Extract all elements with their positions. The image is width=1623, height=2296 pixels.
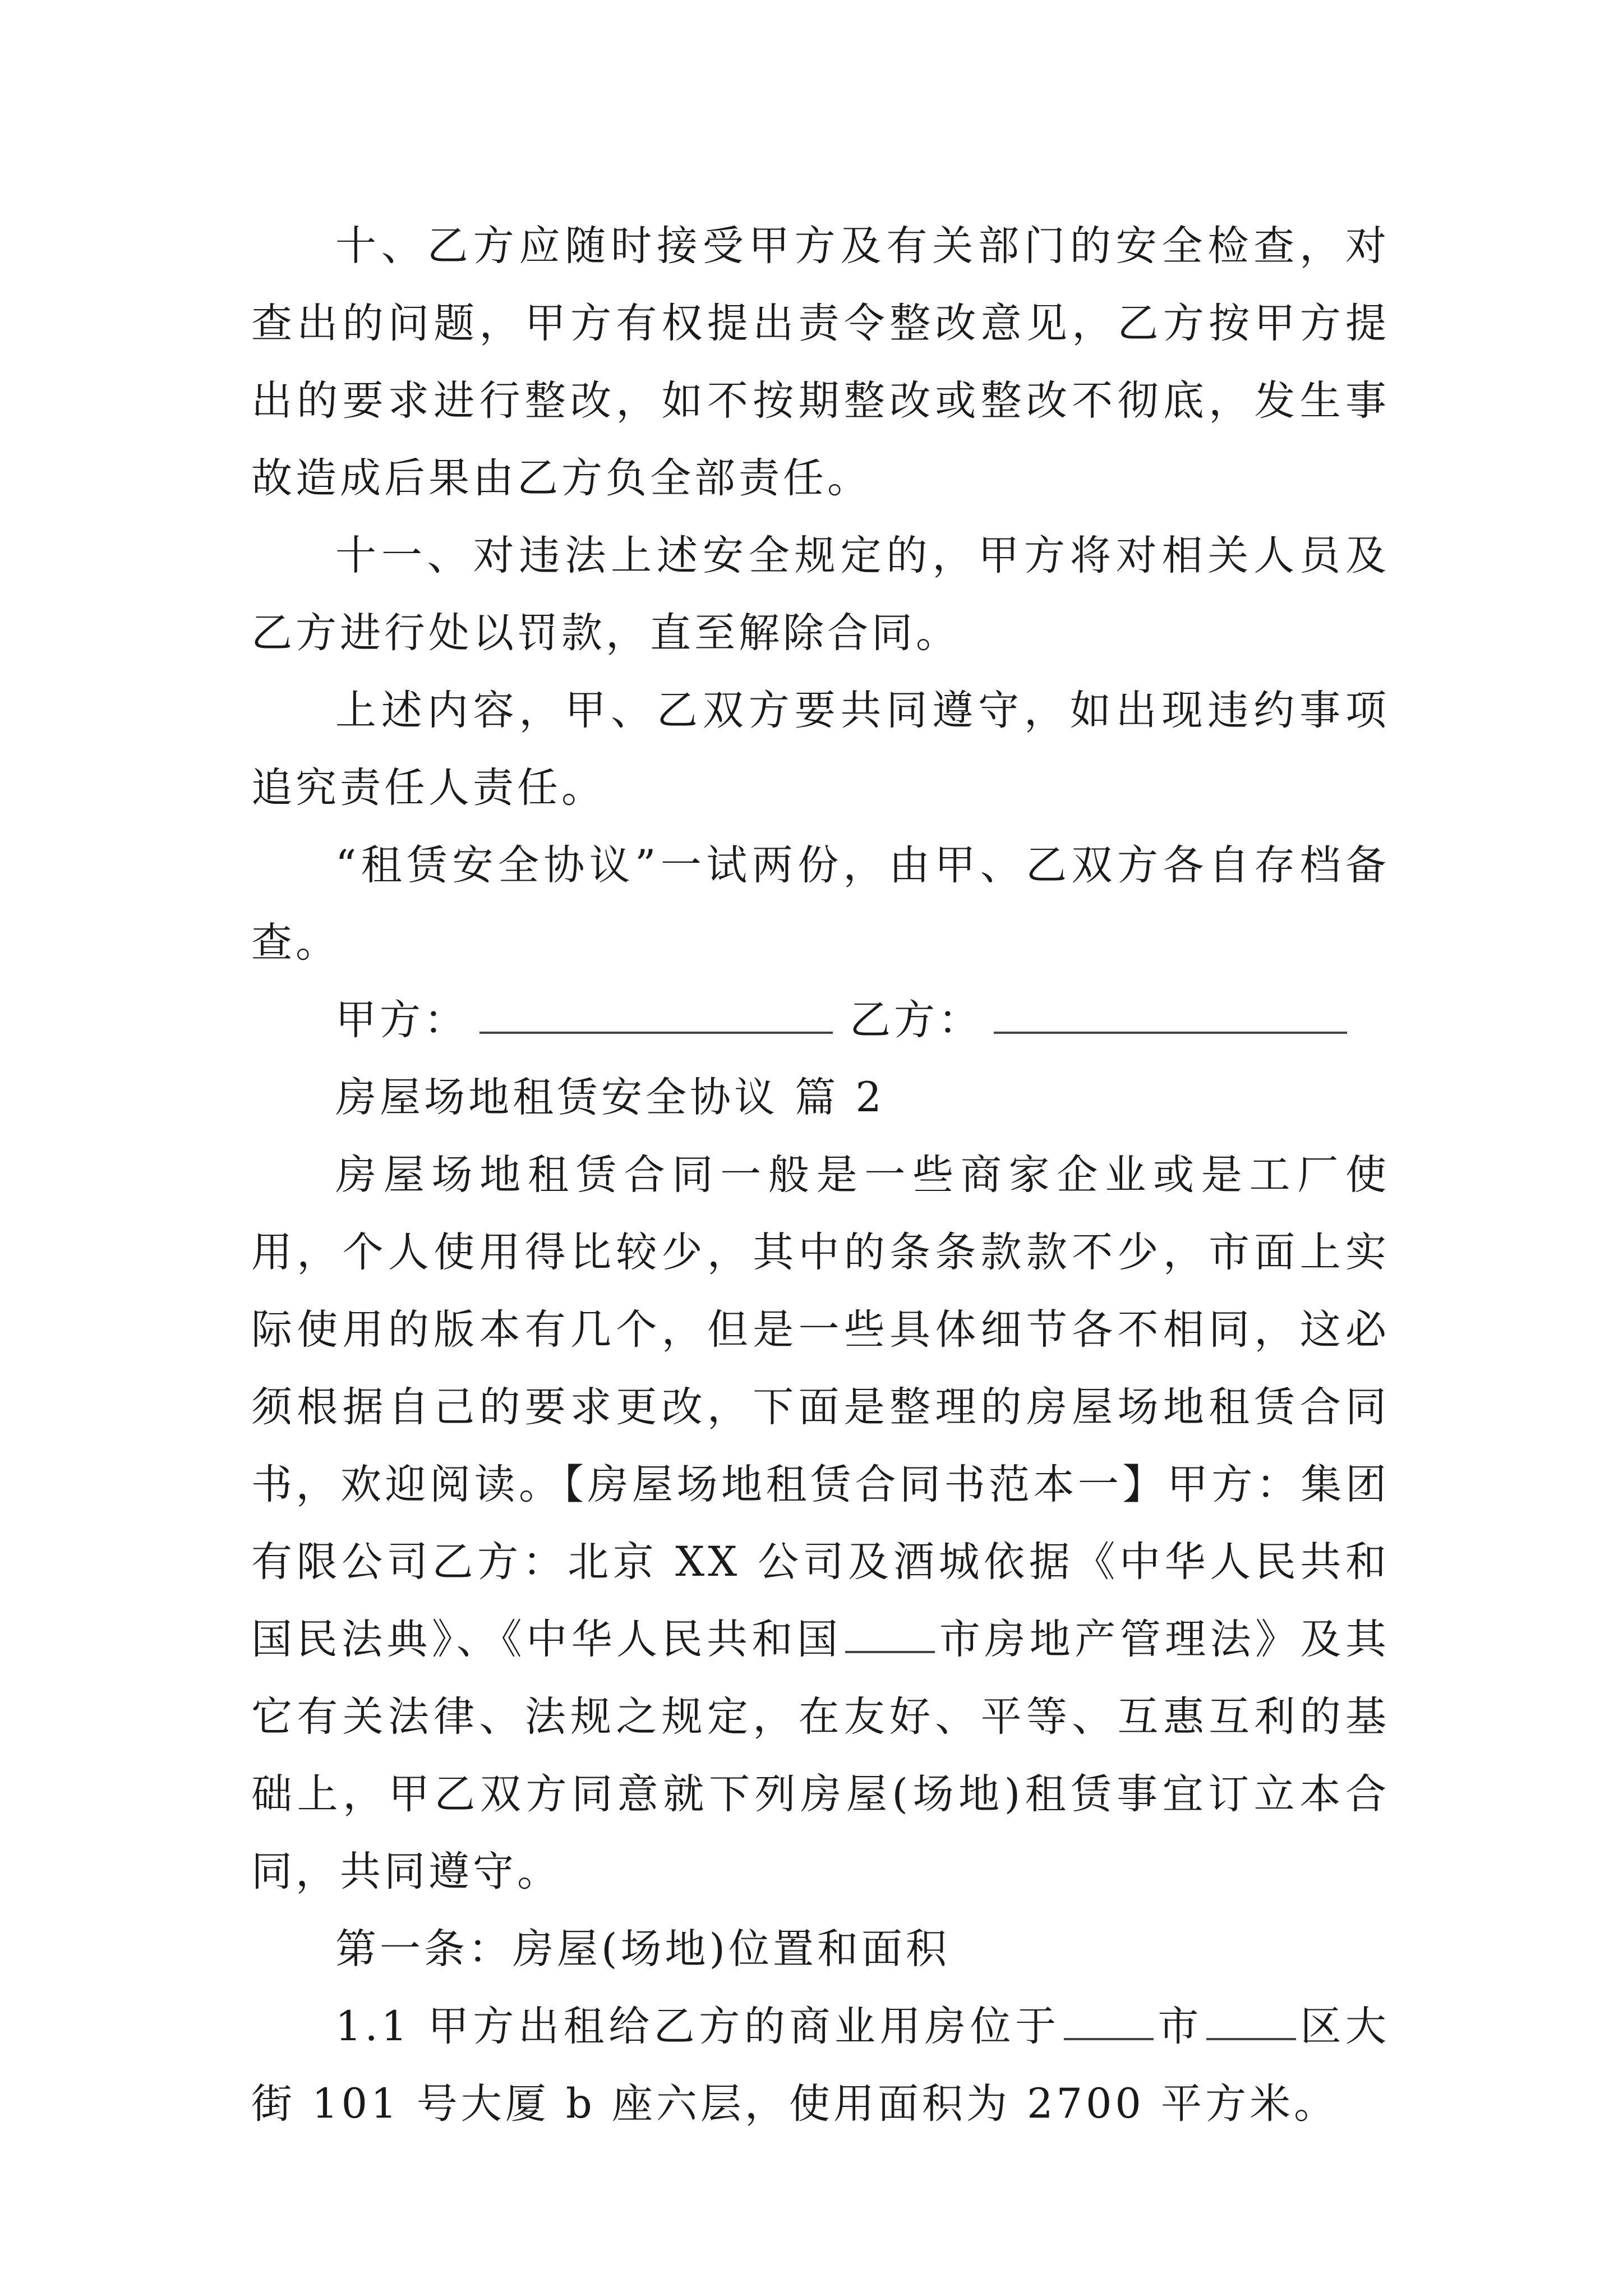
compliance-paragraph: 上述内容，甲、乙双方要共同遵守，如出现违约事项追究责任人责任。 [251,687,1390,812]
article-1-1-part3: 区大街 101 号大厦 b 座六层，使用面积为 2700 平方米。 [251,2003,1390,2128]
article-1-1-part1: 1.1 甲方出租给乙方的商业用房位于 [335,2003,1061,2050]
article-1-heading: 第一条：房屋(场地)位置和面积 [335,1925,950,1973]
document-body [251,208,1390,2143]
copies-paragraph: “租赁安全协议”一试两份，由甲、乙双方各自存档备查。 [251,841,1390,967]
clause-11: 十一、对违法上述安全规定的，甲方将对相关人员及乙方进行处以罚款，直至解除合同。 [251,532,1390,657]
article-1-1 [251,1988,1390,2143]
city-blank [845,1617,935,1653]
party-b-signature-blank [994,998,1347,1034]
intro-text-part1: 房屋场地租赁合同一般是一些商家企业或是工厂使用，个人使用得比较少，其中的条条款款不少，市面上实际使用的版本有几个，但是一些具体细节各不相同，这必须根据自己的要求更改，下面是整理的房屋场地租赁合同书，欢迎阅读。【房屋场地租赁合同书范本一】甲方：集团有限公司乙方：北京 XX 公司及酒城依据《中华人民共和国民法典》、《中华人民共和国 [251,1151,1390,1663]
clause-10: 十、乙方应随时接受甲方及有关部门的安全检查，对查出的问题，甲方有权提出责令整改意见，乙方按甲方提出的要求进行整改，如不按期整改或整改不彻底，发生事故造成后果由乙方负全部责任。 [251,222,1390,502]
intro-paragraph [251,1137,1390,1911]
party-a-signature-blank [479,998,833,1034]
intro-text-part2: 市房地产管理法》及其它有关法律、法规之规定，在友好、平等、互惠互利的基础上，甲乙双方同意就下列房屋(场地)租赁事宜订立本合同，共同遵守。 [251,1616,1390,1895]
district-name-blank [1206,2004,1296,2040]
party-a-label: 甲方： [335,996,468,1044]
article-1-1-part2: 市 [1156,2003,1203,2050]
party-b-label: 乙方： [850,996,983,1044]
signature-line [251,982,1390,1059]
section-heading: 房屋场地租赁安全协议 篇 2 [335,1074,885,1121]
city-name-blank [1064,2004,1154,2040]
